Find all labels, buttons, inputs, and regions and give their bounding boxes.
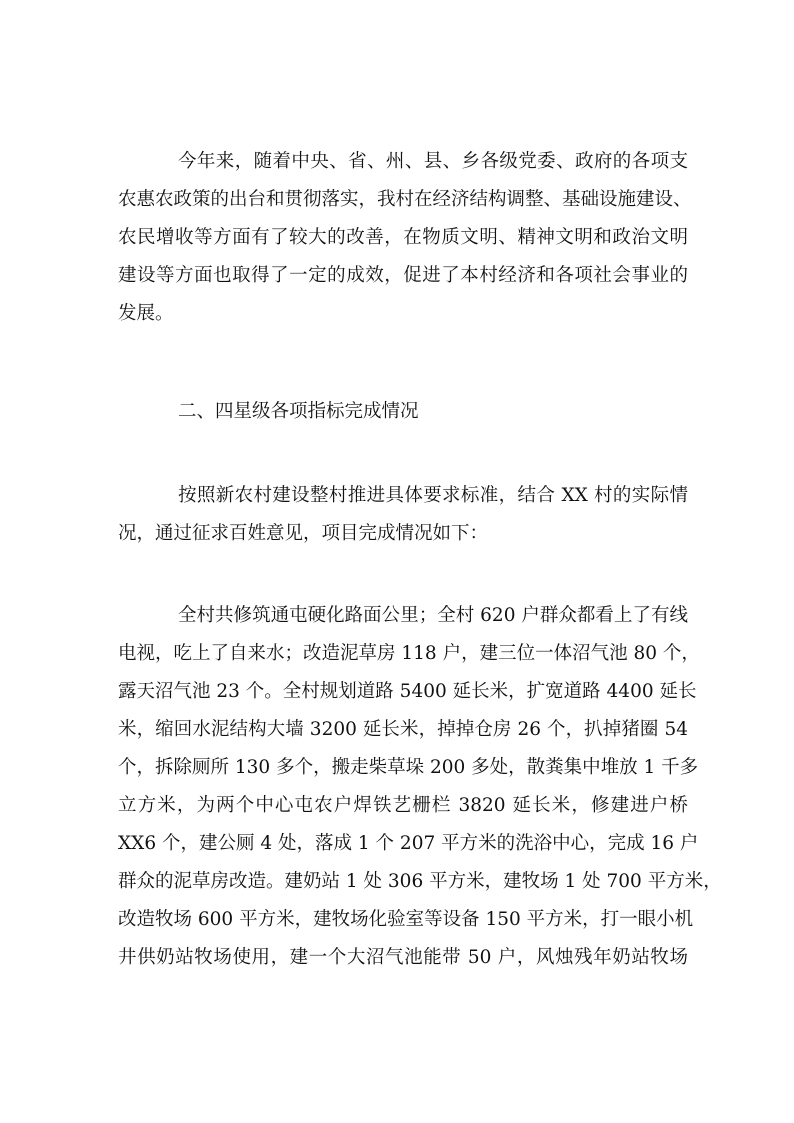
paragraph-3-line-10: 井供奶站牧场使用，建一个大沼气池能带 50 户，风烛残年奶站牧场 <box>118 947 688 968</box>
paragraph-1-line-2: 农惠农政策的出台和贯彻落实，我村在经济结构调整、基础设施建设、 <box>118 189 692 210</box>
paragraph-3-line-3: 露天沼气池 23 个。全村规划道路 5400 延长米，扩宽道路 4400 延长 <box>118 681 697 702</box>
paragraph-1-line-4: 建设等方面也取得了一定的成效，促进了本村经济和各项社会事业的 <box>118 265 688 286</box>
paragraph-2-line-1: 按照新农村建设整村推进具体要求标准，结合 XX 村的实际情 <box>178 485 688 506</box>
paragraph-3-line-9: 改造牧场 600 平方米，建牧场化验室等设备 150 平方米，打一眼小机 <box>118 909 694 930</box>
paragraph-3-line-5: 个，拆除厕所 130 多个，搬走柴草垛 200 多处，散粪集中堆放 1 千多 <box>118 757 699 778</box>
paragraph-3-line-6: 立方米，为两个中心屯农户焊铁艺栅栏 3820 延长米，修建进户桥 <box>118 795 688 816</box>
section-heading: 二、四星级各项指标完成情况 <box>178 401 419 422</box>
paragraph-3-line-1: 全村共修筑通屯硬化路面公里；全村 620 户群众都看上了有线 <box>178 605 688 626</box>
paragraph-2-line-2: 况，通过征求百姓意见，项目完成情况如下： <box>118 523 489 544</box>
paragraph-1-line-1: 今年来，随着中央、省、州、县、乡各级党委、政府的各项支 <box>178 151 688 172</box>
paragraph-3-line-8: 群众的泥草房改造。建奶站 1 处 306 平方米，建牧场 1 处 700 平方米， <box>118 871 722 892</box>
paragraph-1-line-3: 农民增收等方面有了较大的改善，在物质文明、精神文明和政治文明 <box>118 227 688 248</box>
paragraph-3-line-4: 米，缩回水泥结构大墙 3200 延长米，掉掉仓房 26 个，扒掉猪圈 54 <box>118 719 688 740</box>
paragraph-3-line-7: XX6 个，建公厕 4 处，落成 1 个 207 平方米的洗浴中心，完成 16 户 <box>118 833 699 854</box>
paragraph-3-line-2: 电视，吃上了自来水；改造泥草房 118 户，建三位一体沼气池 80 个， <box>118 643 700 664</box>
paragraph-1-line-5: 发展。 <box>118 303 174 324</box>
